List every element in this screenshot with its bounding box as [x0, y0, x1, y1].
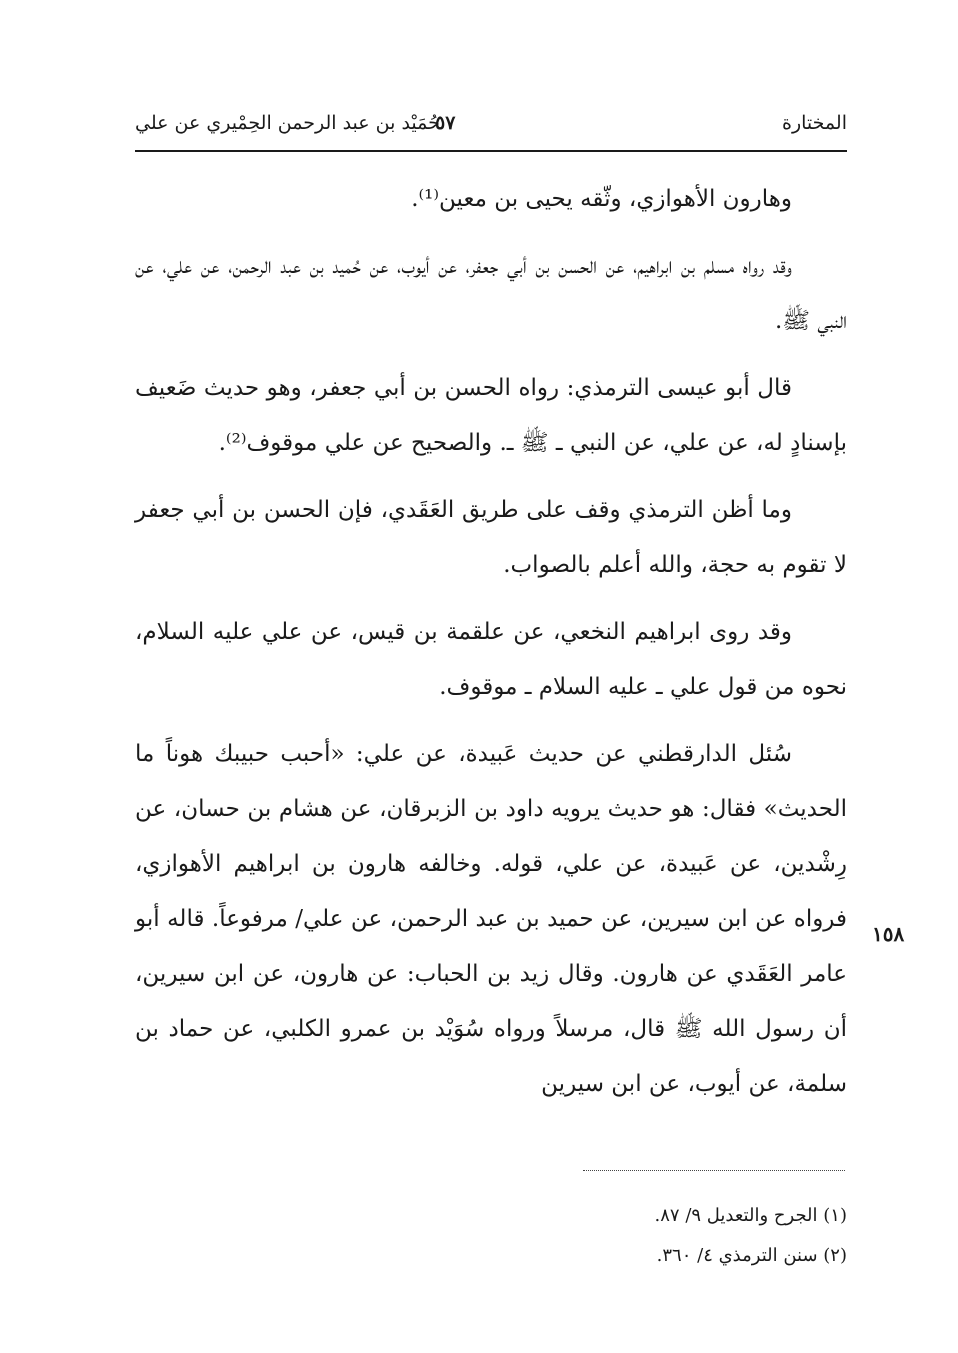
book-title: المختارة — [782, 112, 847, 134]
chapter-title: حُمَيْد بن عبد الرحمن الحِمْيري عن علي — [135, 112, 440, 134]
paragraph: وما أظن الترمذي وقف على طريق العَقَدي، فإن الحسن بن أبي جعفر لا تقوم به حجة، والله أعلم بالصواب. — [135, 497, 847, 578]
footnote: (٢) سنن الترمذي ٤/ ٣٦٠. — [656, 1245, 847, 1266]
footnote-rule — [583, 1170, 845, 1171]
footnotes — [135, 1196, 847, 1276]
margin-folio-number: ١٥٨ — [872, 922, 905, 946]
paragraph: قال أبو عيسى الترمذي: رواه الحسن بن أبي جعفر، وهو حديث ضَعيف بإسنادٍ له، عن علي، عن النبي ـ ﷺ ـ. والصحيح عن علي موقوف⁽²⁾. — [135, 375, 847, 456]
paragraph: وقد رواه مسلم بن ابراهيم، عن الحسن بن أبي جعفر، عن أيوب، عن حُميد بن عبد الرحمن، عن علي، عن النبي ﷺ. — [135, 253, 847, 334]
page-number: ٥٧ — [435, 112, 456, 134]
paragraph: وقد روى ابراهيم النخعي، عن علقمة بن قيس، عن علي عليه السلام، نحوه من قول علي ـ عليه السلام ـ موقوف. — [135, 619, 847, 700]
footnote: (١) الجرح والتعديل ٩/ ٨٧. — [654, 1205, 847, 1226]
running-header — [135, 102, 847, 146]
main-text — [135, 172, 847, 1112]
header-rule — [135, 150, 847, 152]
paragraph: وهارون الأهوازي، وثّقه يحيى بن معين⁽¹⁾. — [411, 186, 792, 212]
paragraph: سُئل الدارقطني عن حديث عَبيدة، عن علي: «أحبب حبيبك هوناً ما الحديث» فقال: هو حديث يرويه داود بن الزبرقان، عن هشام بن حسان، عن رِشْدين، عن عَبيدة، عن علي، قوله. وخالفه هارون بن ابراهيم الأهوازي، فرواه عن ابن سيرين، عن حميد بن عبد الرحمن، عن علي/ مرفوعاً. قاله أبو عامر العَقَدي عن هارون. وقال زيد بن الحباب: عن هارون، عن ابن سيرين، أن رسول الله ﷺ قال، مرسلاً ورواه سُوَيْد بن عمرو الكلبي، عن حماد بن سلمة، عن أيوب، عن ابن سيرين — [135, 741, 847, 1097]
